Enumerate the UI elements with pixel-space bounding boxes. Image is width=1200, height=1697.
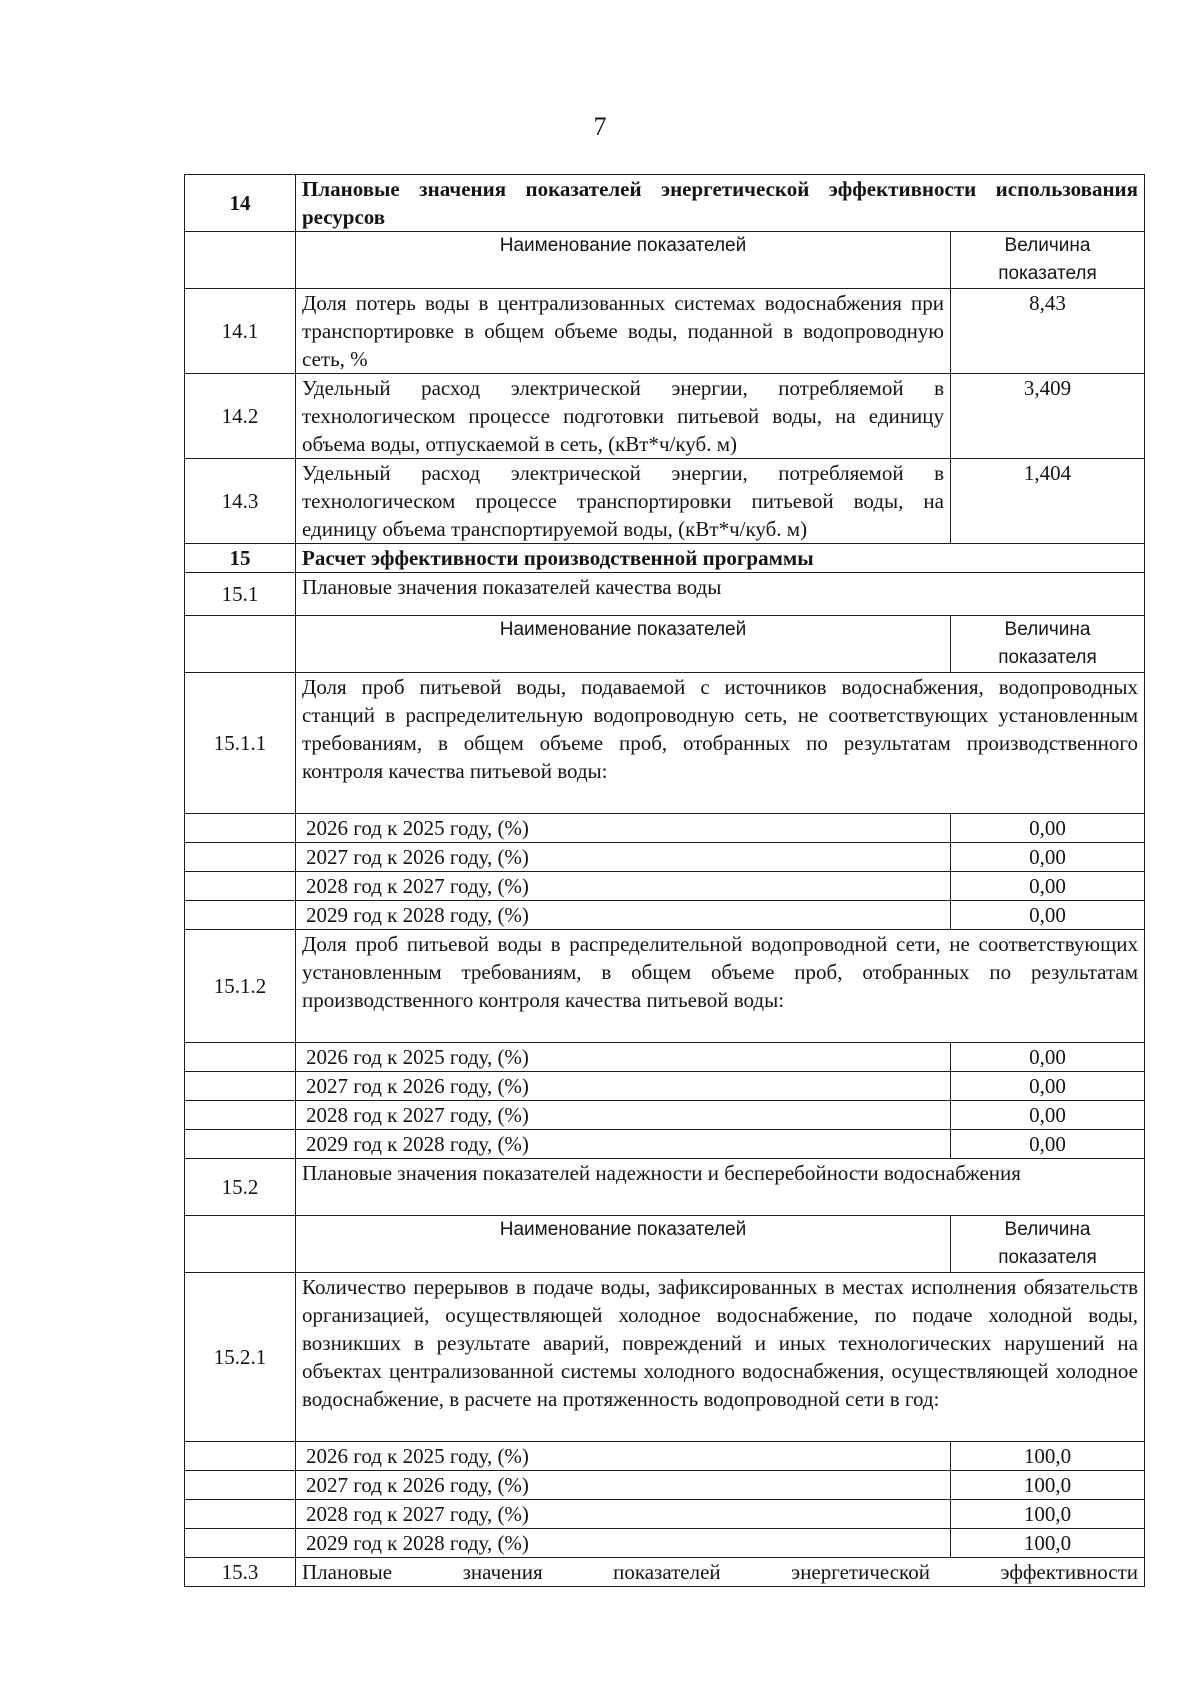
subsection-number: 15.2 xyxy=(185,1159,296,1216)
indicator-number: 15.1.1 xyxy=(185,673,296,814)
year-value: 0,00 xyxy=(951,1130,1145,1159)
row-text: Доля потерь воды в централизованных системах водоснабжения при транспортировке в общем объеме воды, поданной в водопроводную сеть, % xyxy=(296,289,951,374)
indicator-text: Доля проб питьевой воды, подаваемой с источников водоснабжения, водопроводных станций в распределительную водопроводную сеть, не соответствующих установленным требованиям, в общем объеме проб, отобранных по результатам производственного контроля качества питьевой воды: xyxy=(296,673,1145,814)
row-text: Удельный расход электрической энергии, потребляемой в технологическом процессе транспортировки питьевой воды, на единицу объема транспортируемой воды, (кВт*ч/куб. м) xyxy=(296,459,951,544)
subsection-number: 15.3 xyxy=(185,1558,296,1587)
column-header-value: Величина показателя xyxy=(951,1216,1145,1273)
year-row xyxy=(185,1130,1145,1159)
year-value: 0,00 xyxy=(951,1043,1145,1072)
year-value: 0,00 xyxy=(951,1101,1145,1130)
section-title: Плановые значения показателей энергетической эффективности использования ресурсов xyxy=(296,175,1145,232)
row-value: 1,404 xyxy=(951,459,1145,544)
empty-cell xyxy=(185,1500,296,1529)
row-value: 8,43 xyxy=(951,289,1145,374)
indicator-number: 15.1.2 xyxy=(185,930,296,1043)
column-header-name: Наименование показателей xyxy=(296,616,951,673)
year-label: 2029 год к 2028 году, (%) xyxy=(296,1529,951,1558)
year-value: 0,00 xyxy=(951,1072,1145,1101)
empty-cell xyxy=(185,1216,296,1273)
document-table xyxy=(184,174,1145,1587)
empty-cell xyxy=(185,901,296,930)
year-label: 2029 год к 2028 году, (%) xyxy=(296,901,951,930)
row-number: 14.2 xyxy=(185,374,296,459)
subsection-title: Плановые значения показателей энергетической эффективности xyxy=(296,1558,1145,1587)
empty-cell xyxy=(185,843,296,872)
year-row xyxy=(185,1471,1145,1500)
empty-cell xyxy=(185,616,296,673)
empty-cell xyxy=(185,1130,296,1159)
row-number: 14.1 xyxy=(185,289,296,374)
year-value: 100,0 xyxy=(951,1500,1145,1529)
empty-cell xyxy=(185,1529,296,1558)
year-label: 2026 год к 2025 году, (%) xyxy=(296,1442,951,1471)
year-row xyxy=(185,1043,1145,1072)
year-row xyxy=(185,901,1145,930)
section-15-header-row xyxy=(185,544,1145,573)
empty-cell xyxy=(185,1471,296,1500)
year-label: 2027 год к 2026 году, (%) xyxy=(296,1072,951,1101)
empty-cell xyxy=(185,814,296,843)
page-number: 7 xyxy=(593,112,607,141)
section-14-header-row xyxy=(185,175,1145,232)
year-label: 2026 год к 2025 году, (%) xyxy=(296,814,951,843)
column-header-value: Величина показателя xyxy=(951,232,1145,289)
section-number: 14 xyxy=(185,175,296,232)
year-label: 2028 год к 2027 году, (%) xyxy=(296,872,951,901)
year-value: 0,00 xyxy=(951,843,1145,872)
section-number: 15 xyxy=(185,544,296,573)
year-value: 0,00 xyxy=(951,872,1145,901)
column-header-row xyxy=(185,616,1145,673)
indicator-row xyxy=(185,1273,1145,1442)
column-header-row xyxy=(185,1216,1145,1273)
section-title: Расчет эффективности производственной программы xyxy=(296,544,1145,573)
empty-cell xyxy=(185,1442,296,1471)
year-value: 0,00 xyxy=(951,901,1145,930)
subsection-15-1-row xyxy=(185,573,1145,616)
row-number: 14.3 xyxy=(185,459,296,544)
empty-cell xyxy=(185,1072,296,1101)
year-row xyxy=(185,843,1145,872)
year-label: 2027 год к 2026 году, (%) xyxy=(296,843,951,872)
year-label: 2027 год к 2026 году, (%) xyxy=(296,1471,951,1500)
year-row xyxy=(185,1072,1145,1101)
indicator-text: Количество перерывов в подаче воды, зафиксированных в местах исполнения обязательств организацией, осуществляющей холодное водоснабжение, по подаче холодной воды, возникших в результате аварий, повреждений и иных технологических нарушений на объектах централизованной системы холодного водоснабжения, осуществляющей холодное водоснабжение, в расчете на протяженность водопроводной сети в год: xyxy=(296,1273,1145,1442)
year-label: 2029 год к 2028 году, (%) xyxy=(296,1130,951,1159)
column-header-row xyxy=(185,232,1145,289)
column-header-name: Наименование показателей xyxy=(296,232,951,289)
table-row xyxy=(185,289,1145,374)
subsection-title: Плановые значения показателей качества воды xyxy=(296,573,1145,616)
subsection-15-3-row xyxy=(185,1558,1145,1587)
column-header-name: Наименование показателей xyxy=(296,1216,951,1273)
year-label: 2028 год к 2027 году, (%) xyxy=(296,1101,951,1130)
indicator-row xyxy=(185,930,1145,1043)
indicator-number: 15.2.1 xyxy=(185,1273,296,1442)
year-row xyxy=(185,872,1145,901)
year-value: 100,0 xyxy=(951,1529,1145,1558)
year-row xyxy=(185,1101,1145,1130)
row-text: Удельный расход электрической энергии, потребляемой в технологическом процессе подготовки питьевой воды, на единицу объема воды, отпускаемой в сеть, (кВт*ч/куб. м) xyxy=(296,374,951,459)
table-row xyxy=(185,374,1145,459)
year-label: 2026 год к 2025 году, (%) xyxy=(296,1043,951,1072)
year-value: 100,0 xyxy=(951,1442,1145,1471)
subsection-title: Плановые значения показателей надежности и бесперебойности водоснабжения xyxy=(296,1159,1145,1216)
year-value: 100,0 xyxy=(951,1471,1145,1500)
year-row xyxy=(185,1500,1145,1529)
empty-cell xyxy=(185,872,296,901)
indicator-row xyxy=(185,673,1145,814)
row-value: 3,409 xyxy=(951,374,1145,459)
subsection-number: 15.1 xyxy=(185,573,296,616)
empty-cell xyxy=(185,1043,296,1072)
subsection-15-2-row xyxy=(185,1159,1145,1216)
year-row xyxy=(185,814,1145,843)
table-row xyxy=(185,459,1145,544)
empty-cell xyxy=(185,232,296,289)
year-value: 0,00 xyxy=(951,814,1145,843)
year-label: 2028 год к 2027 году, (%) xyxy=(296,1500,951,1529)
empty-cell xyxy=(185,1101,296,1130)
indicator-text: Доля проб питьевой воды в распределительной водопроводной сети, не соответствующих установленным требованиям, в общем объеме проб, отобранных по результатам производственного контроля качества питьевой воды: xyxy=(296,930,1145,1043)
year-row xyxy=(185,1529,1145,1558)
year-row xyxy=(185,1442,1145,1471)
column-header-value: Величина показателя xyxy=(951,616,1145,673)
